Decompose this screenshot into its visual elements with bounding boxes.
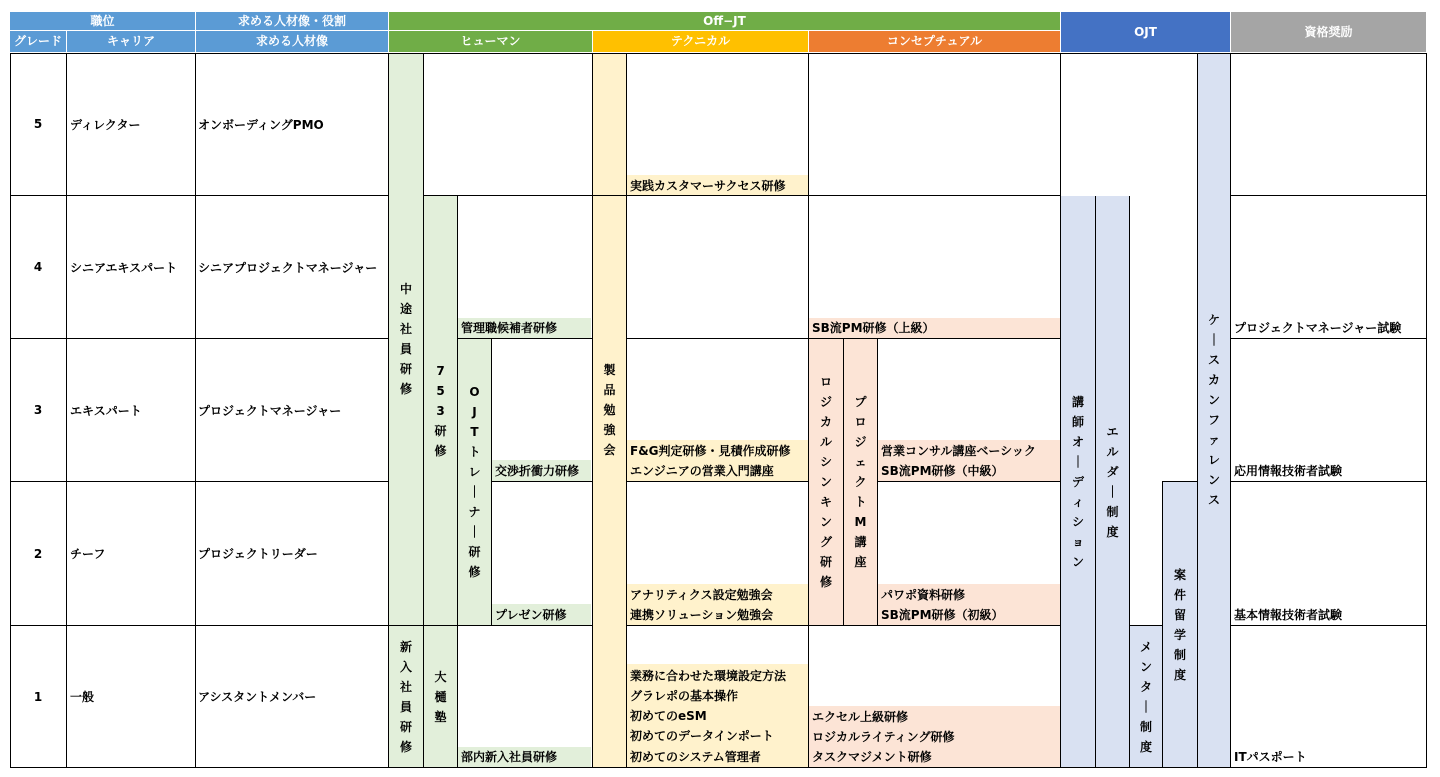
conc-g4-item: SB流PM研修（上級）: [812, 321, 935, 335]
grade-value: 5: [33, 117, 43, 131]
conc-g3-item: 営業コンサル講座ベーシック: [881, 444, 1036, 458]
human-kanri: 管理職候補者研修: [461, 321, 558, 335]
row-2-grade: [10, 482, 66, 625]
row-5-grade: [10, 53, 66, 195]
conc-g2-item: パワポ資料研修: [881, 588, 966, 602]
vertical-glyph: ョ: [1071, 534, 1084, 549]
vertical-glyph: ン: [1139, 659, 1152, 674]
vertical-glyph: 座: [854, 555, 867, 569]
ojt-mentor: [1130, 626, 1162, 767]
vertical-glyph: ン: [1207, 393, 1220, 407]
career-value: ディレクター: [70, 117, 141, 132]
tech-g1-item: グラレポの基本操作: [630, 689, 739, 703]
vertical-glyph: 師: [1071, 414, 1084, 429]
row-3-career: [70, 339, 194, 481]
vertical-glyph: 5: [436, 383, 445, 398]
vertical-glyph: ト: [468, 445, 481, 459]
row-2-career: [70, 482, 194, 625]
vertical-glyph: ジ: [854, 435, 867, 449]
vertical-glyph: 3: [436, 403, 445, 418]
vertical-glyph: 勉: [603, 403, 616, 417]
header-offjt: [389, 12, 1060, 30]
grid-line: [1426, 53, 1427, 767]
header-ojt: [1061, 12, 1230, 52]
header-qualification: [1231, 12, 1426, 52]
vertical-glyph: 研: [819, 555, 832, 569]
header-career: [67, 31, 195, 52]
vertical-glyph: 講: [854, 535, 867, 549]
grade-value: 2: [33, 546, 43, 561]
vertical-glyph: プ: [854, 395, 867, 409]
row-4-talent: [198, 196, 388, 338]
human-kosho: 交渉折衝力研修: [495, 464, 580, 478]
vertical-glyph: レ: [1207, 453, 1220, 467]
vertical-glyph: ｜: [1106, 484, 1119, 499]
vertical-glyph: J: [472, 405, 477, 419]
conc-g1-item: エクセル上級研修: [812, 710, 909, 724]
vertical-glyph: ァ: [1207, 433, 1220, 447]
row-2-talent: [198, 482, 388, 625]
vertical-glyph: ク: [854, 475, 867, 489]
talent-value: プロジェクトリーダー: [198, 547, 318, 561]
grade-value: 3: [33, 403, 43, 417]
human-bunai: 部内新入社員研修: [461, 750, 558, 764]
vertical-glyph: ｜: [1139, 699, 1152, 714]
grid-line: [1230, 625, 1427, 626]
vertical-glyph: 塾: [434, 709, 447, 724]
header-role-group: [10, 12, 195, 30]
vertical-glyph: 社: [399, 322, 412, 336]
header-talent: [196, 31, 388, 52]
grid-line: [10, 767, 1427, 768]
vertical-glyph: 修: [399, 382, 412, 396]
row-1-talent: [198, 626, 388, 767]
vertical-glyph: ト: [854, 495, 867, 509]
career-value: 一般: [70, 690, 95, 704]
qual-g4: プロジェクトマネージャー試験: [1234, 321, 1402, 335]
row-4-career: [70, 196, 194, 338]
vertical-glyph: 件: [1173, 587, 1186, 602]
vertical-glyph: 案: [1173, 567, 1186, 582]
vertical-glyph: ロ: [854, 415, 867, 429]
vertical-glyph: ス: [1207, 353, 1220, 367]
vertical-glyph: 制: [1173, 647, 1186, 662]
vertical-glyph: ｜: [468, 485, 481, 499]
vertical-glyph: ｜: [468, 525, 481, 539]
row-5-talent: [198, 53, 388, 195]
tech-g2-item: アナリティクス設定勉強会: [630, 588, 773, 602]
header-qualification-label: 資格奨励: [1304, 24, 1353, 39]
vertical-glyph: 製: [603, 363, 616, 377]
vertical-glyph: 7: [436, 363, 445, 378]
vertical-glyph: ジ: [819, 395, 832, 409]
vertical-glyph: 修: [468, 565, 481, 579]
header-talent-label: 求める人材像: [255, 34, 328, 48]
tech-g1-item: 初めてのeSM: [630, 709, 707, 723]
grid-line: [491, 339, 492, 625]
ojt-anken: [1163, 482, 1197, 767]
grid-line: [66, 53, 67, 767]
vertical-glyph: ル: [819, 435, 832, 449]
talent-value: プロジェクトマネージャー: [198, 403, 342, 418]
header-conceptual: [809, 31, 1060, 52]
header-offjt-label: Off−JT: [703, 13, 746, 28]
conc-g2-item: SB流PM研修（初級）: [881, 608, 1004, 622]
vertical-glyph: ロ: [819, 375, 832, 389]
human-ojt-trainer: [458, 339, 491, 625]
row-3-talent: [198, 339, 388, 481]
conc-g1-item: ロジカルライティング研修: [812, 730, 955, 744]
grid-line: [626, 53, 627, 767]
vertical-glyph: ケ: [1207, 313, 1220, 327]
vertical-glyph: ン: [819, 515, 832, 529]
grid-line: [491, 481, 593, 482]
vertical-glyph: グ: [819, 535, 832, 549]
vertical-glyph: 修: [399, 739, 412, 754]
vertical-glyph: 新: [399, 639, 412, 654]
vertical-glyph: シ: [1071, 514, 1084, 529]
conc-pm-koza: [844, 339, 877, 625]
row-1-career: [70, 626, 194, 767]
vertical-glyph: カ: [1207, 373, 1220, 387]
vertical-glyph: T: [470, 425, 479, 439]
vertical-glyph: 留: [1173, 607, 1186, 622]
header-human-label: ヒューマン: [460, 34, 521, 48]
grade-value: 4: [33, 260, 43, 274]
qual-g2: 基本情報技術者試験: [1234, 608, 1343, 622]
vertical-glyph: オ: [1071, 434, 1084, 449]
grid-line: [626, 625, 1061, 626]
header-career-label: キャリア: [106, 34, 155, 48]
vertical-glyph: 研: [468, 545, 481, 559]
tech-seihin: [593, 53, 626, 767]
tech-g1-item: 初めてのデータインポート: [630, 729, 774, 743]
vertical-glyph: ダ: [1106, 464, 1119, 479]
vertical-glyph: デ: [1071, 474, 1084, 489]
tech-g2-item: 連携ソリューション勉強会: [630, 608, 774, 622]
header-human: [389, 31, 592, 52]
grid-line: [1230, 53, 1231, 767]
talent-value: オンボーディングPMO: [198, 117, 324, 132]
human-shinnyu: [389, 626, 423, 767]
grid-line: [195, 53, 196, 767]
vertical-glyph: シ: [819, 455, 832, 469]
vertical-glyph: レ: [468, 465, 481, 479]
grid-line: [1230, 338, 1427, 339]
vertical-glyph: 度: [1173, 667, 1186, 682]
human-taiko: [424, 626, 457, 767]
vertical-glyph: タ: [1139, 679, 1152, 694]
vertical-glyph: 制: [1139, 719, 1152, 734]
vertical-glyph: 修: [434, 443, 447, 458]
vertical-glyph: 途: [399, 302, 412, 316]
vertical-glyph: 社: [399, 679, 412, 694]
vertical-glyph: フ: [1207, 413, 1220, 427]
vertical-glyph: ル: [1106, 444, 1119, 459]
grid-line: [1230, 481, 1427, 482]
vertical-glyph: ェ: [854, 455, 867, 469]
vertical-glyph: 品: [603, 383, 616, 397]
tech-g1-item: 業務に合わせた環境設定方法: [630, 669, 787, 683]
vertical-glyph: 度: [1139, 739, 1152, 754]
header-grade: [10, 31, 66, 52]
conc-g1-item: タスクマジメント研修: [812, 750, 932, 764]
vertical-glyph: O: [469, 385, 480, 399]
header-talent-role-label: 求める人材像・役割: [237, 13, 346, 28]
ojt-elder: [1096, 196, 1129, 767]
vertical-glyph: ン: [1207, 473, 1220, 487]
vertical-glyph: メ: [1139, 639, 1152, 654]
vertical-glyph: 講: [1071, 394, 1084, 409]
vertical-glyph: 研: [399, 362, 412, 376]
vertical-glyph: ｜: [1207, 333, 1220, 347]
header-role-group-label: 職位: [90, 13, 115, 28]
ojt-koshi: [1061, 196, 1095, 767]
row-5-career: [70, 53, 194, 195]
vertical-glyph: 制: [1106, 504, 1119, 519]
career-value: エキスパート: [70, 403, 142, 418]
vertical-glyph: 入: [399, 659, 412, 674]
grid-line: [626, 481, 809, 482]
vertical-glyph: ス: [1207, 493, 1220, 507]
header-ojt-label: OJT: [1134, 24, 1157, 39]
vertical-glyph: ン: [819, 475, 832, 489]
qual-g1: ITパスポート: [1234, 750, 1307, 764]
header-technical-label: テクニカル: [670, 34, 731, 48]
career-value: チーフ: [70, 547, 106, 561]
qual-g3: 応用情報技術者試験: [1234, 464, 1343, 478]
tech-g5-item: 実践カスタマーサクセス研修: [630, 179, 786, 193]
header-grade-label: グレード: [13, 34, 62, 48]
vertical-glyph: ン: [1071, 554, 1084, 569]
row-4-grade: [10, 196, 66, 338]
grid-line: [877, 481, 1061, 482]
tech-g3-item: F&G判定研修・見積作成研修: [630, 444, 791, 458]
vertical-glyph: 中: [399, 282, 412, 296]
vertical-glyph: 研: [434, 423, 447, 438]
vertical-glyph: 研: [399, 719, 412, 734]
vertical-glyph: 学: [1173, 627, 1186, 642]
row-1-grade: [10, 626, 66, 767]
tech-g3-item: エンジニアの営業入門講座: [630, 464, 774, 478]
human-753: [424, 196, 457, 625]
human-chuto: [389, 53, 423, 625]
vertical-glyph: エ: [1106, 424, 1119, 439]
tech-g1-item: 初めてのシステム管理者: [630, 750, 761, 764]
vertical-glyph: ィ: [1071, 494, 1084, 509]
vertical-glyph: M: [854, 515, 867, 529]
career-value: シニアエキスパート: [70, 260, 178, 275]
vertical-glyph: 度: [1106, 524, 1119, 539]
grade-value: 1: [33, 689, 43, 704]
vertical-glyph: 大: [434, 669, 447, 684]
header-technical: [593, 31, 808, 52]
header-talent-role: [196, 12, 388, 30]
vertical-glyph: 強: [603, 423, 616, 437]
vertical-glyph: 員: [399, 699, 412, 714]
conc-logical: [809, 339, 843, 625]
vertical-glyph: 員: [399, 342, 412, 356]
header-conceptual-label: コンセプチュアル: [886, 34, 983, 48]
vertical-glyph: キ: [819, 495, 832, 509]
ojt-case: [1198, 53, 1230, 767]
vertical-glyph: ｜: [1071, 454, 1084, 469]
talent-value: シニアプロジェクトマネージャー: [198, 260, 378, 275]
grid-line: [1230, 195, 1427, 196]
vertical-glyph: ナ: [468, 505, 481, 519]
vertical-glyph: カ: [819, 415, 832, 429]
vertical-glyph: 樋: [434, 689, 447, 704]
vertical-glyph: 会: [603, 443, 616, 457]
talent-value: アシスタントメンバー: [198, 690, 317, 704]
human-presen: プレゼン研修: [495, 608, 567, 622]
conc-g3-item: SB流PM研修（中級）: [881, 464, 1004, 478]
grid-line: [877, 339, 878, 625]
vertical-glyph: 修: [819, 575, 832, 589]
row-3-grade: [10, 339, 66, 481]
